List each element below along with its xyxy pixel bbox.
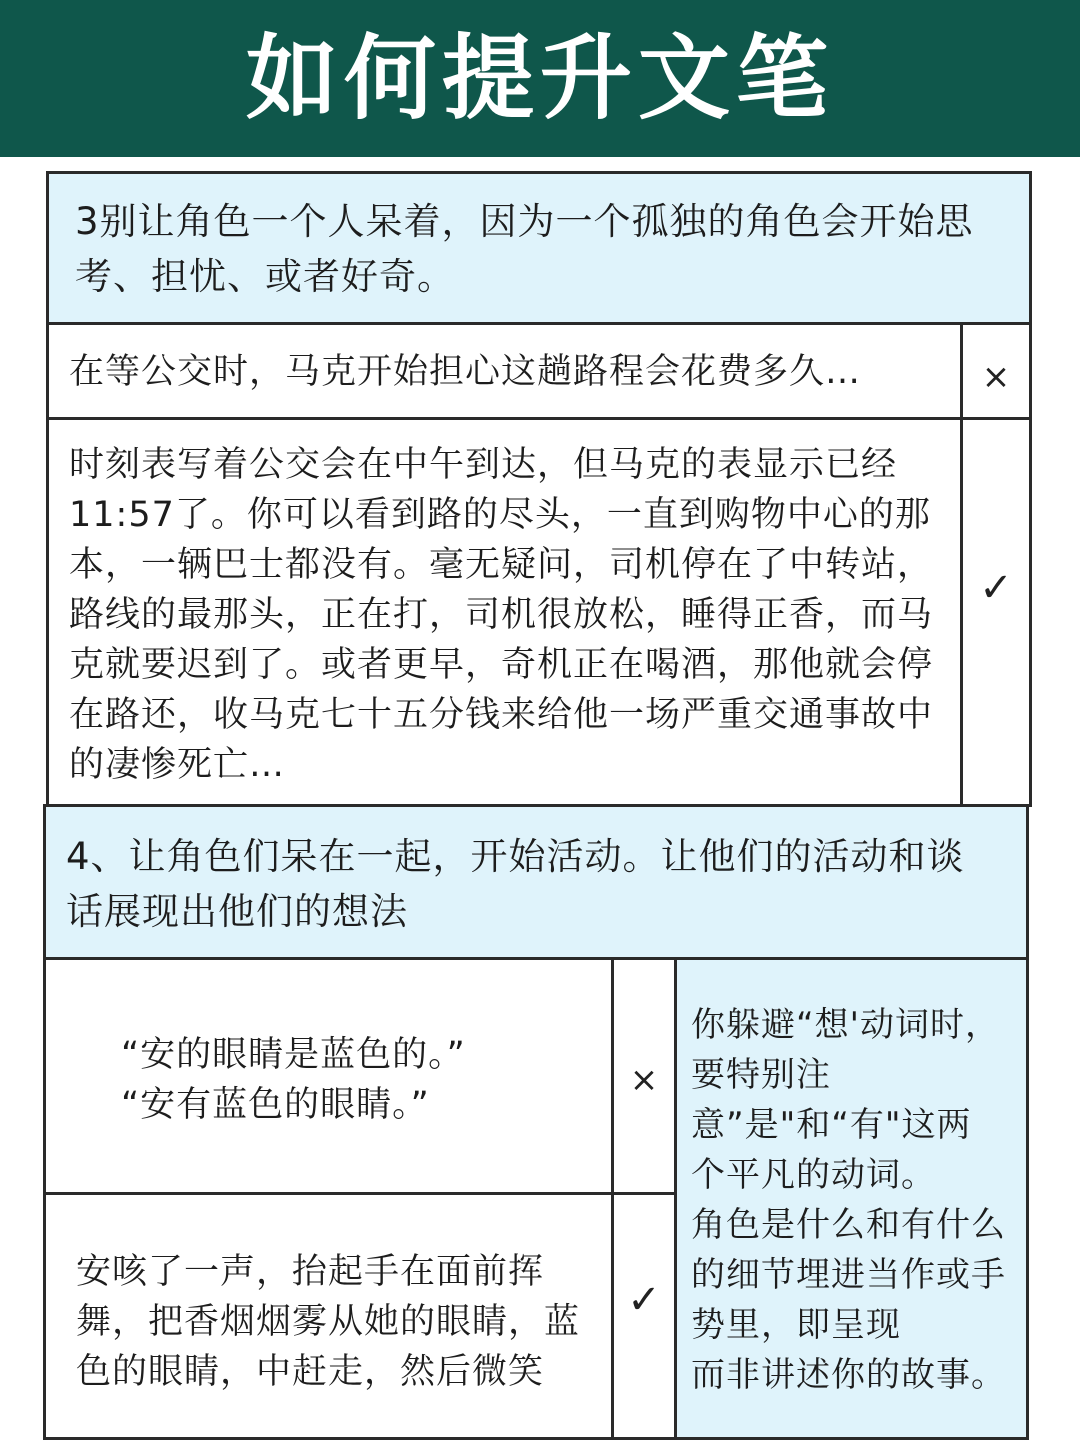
section3-heading-box: [46, 171, 1032, 325]
section3-good-example: 时刻表写着公交会在中午到达，但马克的表显示已经 11:57了。你可以看到路的尽头，一直到购物中心的那 本，一辆巴士都没有。毫无疑问，司机停在了中转站， 路线的最那头，正在打，司机很放松，睡得正香，而马 克就要迟到了。或者更早，奇机正在喝酒，那他就会停 在路还，收马克七十五分钱来给他一场严重交通事故中 的凄惨死亡…: [69, 445, 934, 785]
section3-bad-mark-cell: [960, 322, 1032, 420]
section3-bad-example: 在等公交时，马克开始担心这趟路程会花费多久…: [69, 352, 862, 392]
section4-bad-example-cell: [43, 957, 614, 1195]
section4-good-example: 安咳了一声，抬起手在面前挥 舞，把香烟烟雾从她的眼睛，蓝 色的眼睛，中赶走，然后微笑: [76, 1252, 581, 1392]
title-banner: [0, 0, 1080, 157]
section4-tip: 你躲避“想'动词时， 要特别注 意”是"和“有"这两 个平凡的动词。 角色是什么和有什么 的细节埋进当作或手 势里，即呈现 而非讲述你的故事。: [691, 1005, 1006, 1395]
section3-bad-example-cell: [46, 322, 963, 420]
cross-icon: ×: [981, 357, 1011, 397]
section4-tip-box: [674, 957, 1029, 1440]
check-icon: ✓: [979, 565, 1013, 611]
section3-good-mark-cell: [960, 417, 1032, 807]
page-title: 如何提升文笔: [245, 24, 834, 132]
check-icon: ✓: [627, 1277, 661, 1323]
section4-heading: 4、让角色们呆在一起，开始活动。让他们的活动和谈 话展现出他们的想法: [66, 835, 965, 933]
section4-good-mark-cell: [611, 1192, 677, 1440]
section4-good-example-cell: [43, 1192, 614, 1440]
section3-heading: 3别让角色一个人呆着，因为一个孤独的角色会开始思 考、担忧、或者好奇。: [75, 200, 974, 298]
section3-good-example-cell: [46, 417, 963, 807]
section4-bad-mark-cell: [611, 957, 677, 1195]
section4-heading-box: [43, 804, 1029, 960]
section4-bad-example: “安的眼睛是蓝色的。” “安有蓝色的眼睛。”: [121, 1035, 466, 1125]
cross-icon: ×: [629, 1060, 659, 1100]
